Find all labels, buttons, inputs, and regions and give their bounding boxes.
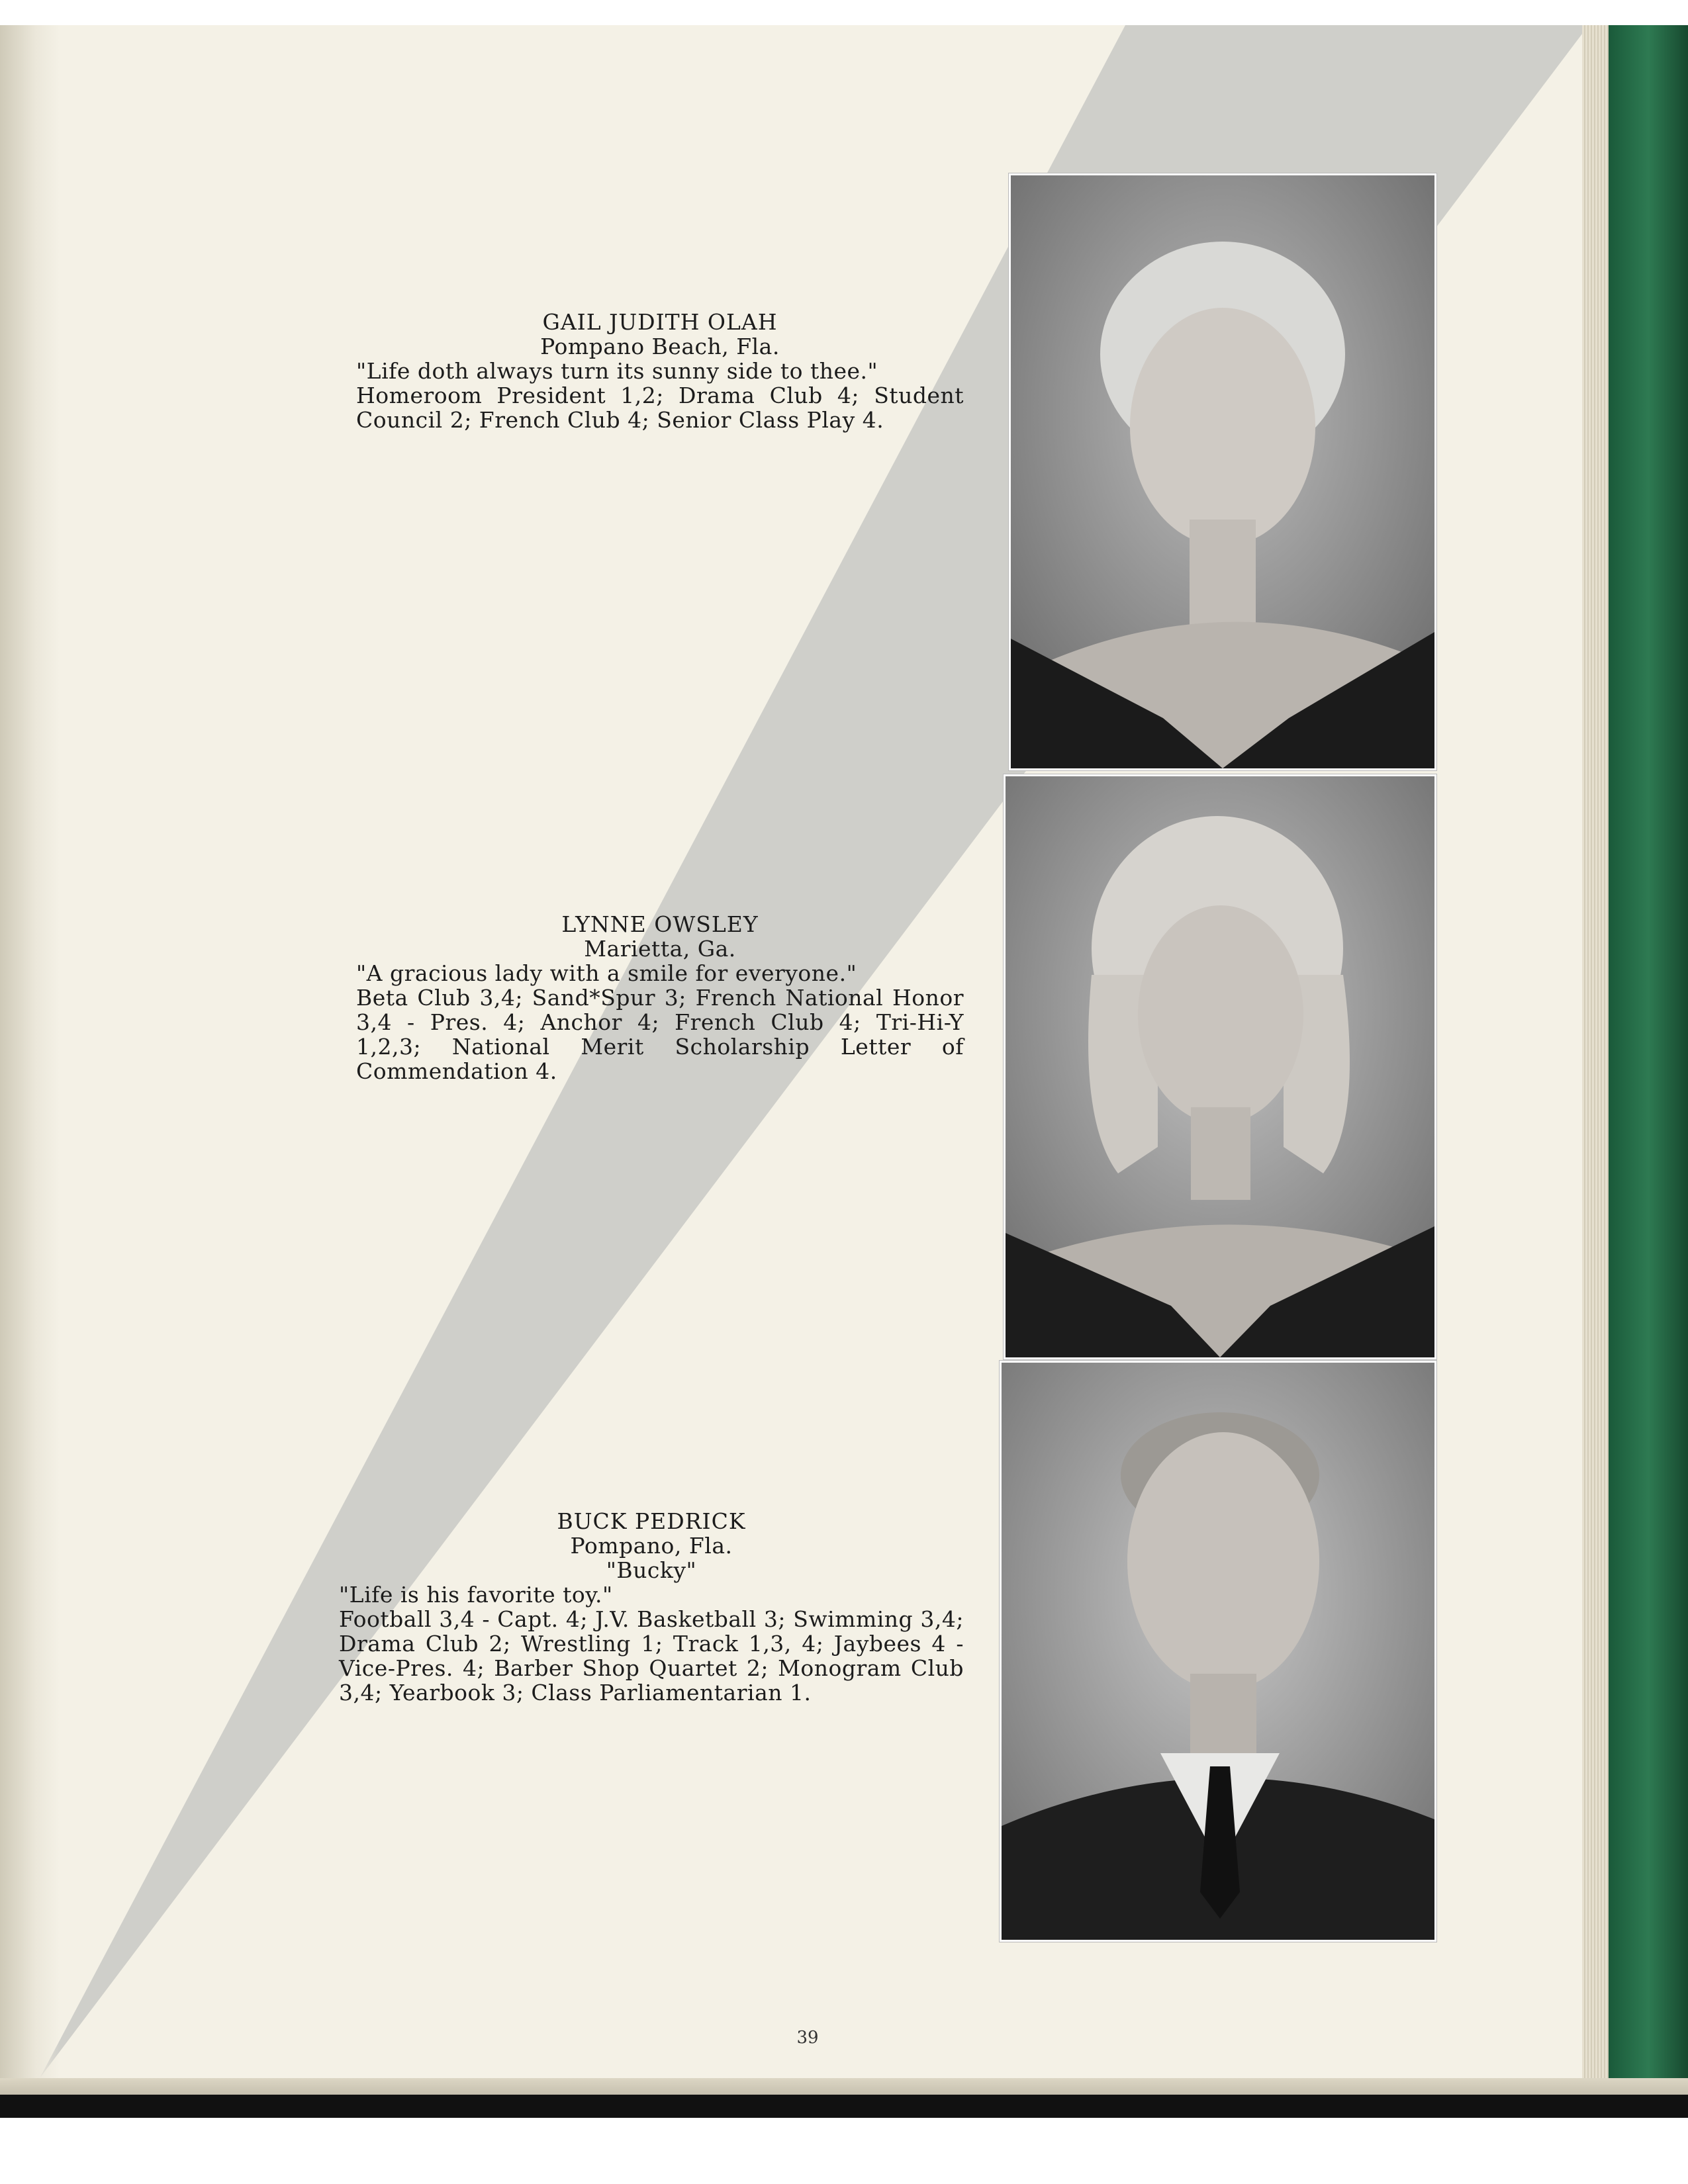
green-book-cover [1609, 25, 1688, 2110]
portrait-photo-pedrick [1000, 1361, 1436, 1942]
page-number: 39 [796, 2028, 819, 2048]
student-activities: Beta Club 3,4; Sand*Spur 3; French National Honor 3,4 - Pres. 4; Anchor 4; French Club 4; Tri-Hi-Y 1,2,3; National Merit Scholarship Letter of Commendation 4. [356, 985, 964, 1084]
portrait-photo-olah [1009, 173, 1436, 770]
student-name: BUCK PEDRICK [557, 1508, 746, 1534]
spine-shadow [0, 25, 60, 2103]
scan-border [0, 2095, 1688, 2118]
student-hometown: Pompano, Fla. [570, 1533, 733, 1559]
portrait-photo-owsley [1004, 774, 1436, 1359]
student-hometown: Pompano Beach, Fla. [540, 334, 780, 359]
senior-entry-olah [356, 310, 964, 432]
student-nickname: "Bucky" [606, 1557, 697, 1583]
student-name: LYNNE OWSLEY [561, 911, 759, 937]
student-activities: Football 3,4 - Capt. 4; J.V. Basketball 3; Swimming 3,4; Drama Club 2; Wrestling 1; Track 1,3, 4; Jaybees 4 - Vice-Pres. 4; Barber Shop Quartet 2; Monogram Club 3,4; Yearbook 3; Class Parliamentarian 1. [339, 1606, 964, 1706]
senior-entry-owsley [356, 912, 964, 1083]
page-edges [1582, 25, 1609, 2103]
student-name: GAIL JUDITH OLAH [542, 309, 778, 335]
student-quote: "A gracious lady with a smile for everyone." [356, 960, 857, 986]
student-activities: Homeroom President 1,2; Drama Club 4; Student Council 2; French Club 4; Senior Class Play 4. [356, 383, 964, 433]
senior-entry-pedrick [339, 1509, 964, 1705]
student-hometown: Marietta, Ga. [584, 936, 736, 962]
student-quote: "Life doth always turn its sunny side to thee." [356, 358, 878, 384]
student-quote: "Life is his favorite toy." [339, 1582, 613, 1608]
